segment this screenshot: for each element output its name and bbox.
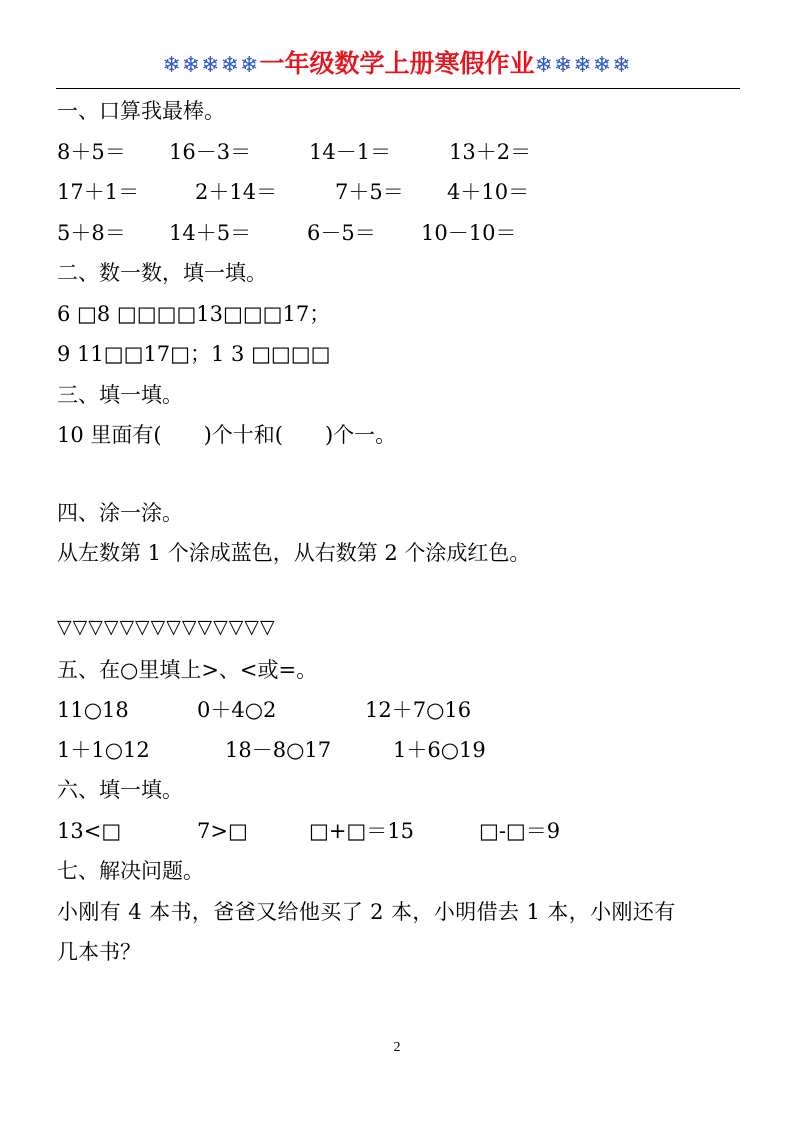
worksheet-title: 一年级数学上册寒假作业 — [259, 49, 535, 78]
calc-item: 6－5＝ — [307, 221, 376, 245]
calc-row-3 — [57, 216, 657, 250]
compare-item: 1＋1○12 — [57, 738, 150, 762]
calc-item: 14－1＝ — [309, 140, 392, 164]
snowflake-decoration-right: ❄❄❄❄❄ — [534, 53, 632, 78]
fill-in-item: □+□＝15 — [309, 819, 414, 843]
calc-item: 13＋2＝ — [449, 140, 532, 164]
compare-row-2 — [57, 733, 617, 767]
fill-in-item: 13<□ — [57, 819, 122, 843]
section-7-title: 七、解决问题。 — [57, 859, 204, 883]
word-problem-line-1: 小刚有 4 本书，爸爸又给他买了 2 本，小明借去 1 本，小刚还有 — [57, 900, 676, 924]
compare-item: 1＋6○19 — [393, 738, 486, 762]
coloring-instruction: 从左数第 1 个涂成蓝色，从右数第 2 个涂成红色。 — [57, 541, 531, 565]
section-1-title: 一、口算我最棒。 — [57, 99, 225, 123]
calc-item: 10－10＝ — [421, 221, 517, 245]
section-2-title: 二、数一数，填一填。 — [57, 261, 267, 285]
header-divider — [56, 88, 740, 89]
calc-item: 2＋14＝ — [195, 180, 278, 204]
tens-ones-question: 10 里面有( )个十和( )个一。 — [57, 423, 397, 447]
fill-in-row — [57, 814, 617, 848]
word-problem-line-2: 几本书？ — [57, 940, 141, 964]
compare-item: 18－8○17 — [225, 738, 332, 762]
calc-item: 4＋10＝ — [447, 180, 530, 204]
calc-item: 16－3＝ — [169, 140, 252, 164]
section-6-title: 六、填一填。 — [57, 778, 183, 802]
fill-in-item: □-□＝9 — [479, 819, 561, 843]
number-sequence-line-2: 9 11□□17□；1 3 □□□□ — [57, 342, 331, 366]
calc-item: 14＋5＝ — [169, 221, 252, 245]
compare-item: 0＋4○2 — [197, 698, 277, 722]
snowflake-decoration-left: ❄❄❄❄❄ — [162, 53, 260, 78]
triangle-row: ▽▽▽▽▽▽▽▽▽▽▽▽▽▽ — [57, 616, 276, 638]
compare-item: 11○18 — [57, 698, 129, 722]
section-5-title: 五、在○里填上>、<或=。 — [57, 658, 318, 682]
calc-item: 5＋8＝ — [57, 221, 126, 245]
section-3-title: 三、填一填。 — [57, 383, 183, 407]
compare-item: 12＋7○16 — [365, 698, 472, 722]
calc-item: 17＋1＝ — [57, 180, 140, 204]
compare-row-1 — [57, 693, 617, 727]
calc-row-2 — [57, 175, 657, 209]
calc-item: 8＋5＝ — [57, 140, 126, 164]
calc-item: 7＋5＝ — [335, 180, 404, 204]
page-header — [0, 46, 794, 84]
number-sequence-line-1: 6 □8 □□□□13□□□17； — [57, 302, 331, 326]
calc-row-1 — [57, 135, 657, 169]
fill-in-item: 7>□ — [197, 819, 248, 843]
section-4-title: 四、涂一涂。 — [57, 501, 183, 525]
page-number: 2 — [393, 1040, 401, 1055]
